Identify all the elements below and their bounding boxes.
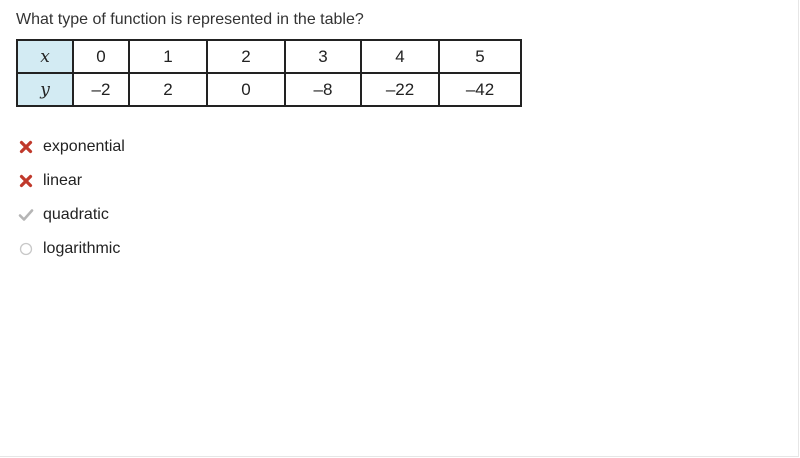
table-cell: 2 bbox=[207, 40, 285, 73]
function-table bbox=[16, 39, 522, 107]
table-cell: 4 bbox=[361, 40, 439, 73]
table-cell: –2 bbox=[73, 73, 129, 106]
table-row-y bbox=[17, 73, 521, 106]
table-cell: 2 bbox=[129, 73, 207, 106]
table-cell: 3 bbox=[285, 40, 361, 73]
choice-linear[interactable] bbox=[18, 164, 125, 198]
choice-exponential[interactable] bbox=[18, 130, 125, 164]
table-cell: 0 bbox=[73, 40, 129, 73]
x-mark-icon bbox=[18, 173, 34, 189]
check-mark-icon bbox=[18, 207, 34, 223]
table-row-x bbox=[17, 40, 521, 73]
table-cell: –22 bbox=[361, 73, 439, 106]
radio-circle-icon[interactable] bbox=[18, 241, 34, 257]
table-cell: 1 bbox=[129, 40, 207, 73]
x-mark-icon bbox=[18, 139, 34, 155]
x-header-cell: x bbox=[17, 40, 73, 73]
choice-quadratic[interactable] bbox=[18, 198, 125, 232]
table-cell: –42 bbox=[439, 73, 521, 106]
choice-label: exponential bbox=[43, 138, 125, 155]
choice-label: quadratic bbox=[43, 206, 109, 223]
choice-label: linear bbox=[43, 172, 83, 189]
choice-logarithmic[interactable] bbox=[18, 232, 125, 266]
table-cell: –8 bbox=[285, 73, 361, 106]
question-text: What type of function is represented in the table? bbox=[16, 11, 364, 28]
table-cell: 0 bbox=[207, 73, 285, 106]
y-header-cell: y bbox=[17, 73, 73, 106]
choice-label: logarithmic bbox=[43, 240, 121, 257]
table-cell: 5 bbox=[439, 40, 521, 73]
answer-choices bbox=[18, 130, 125, 266]
